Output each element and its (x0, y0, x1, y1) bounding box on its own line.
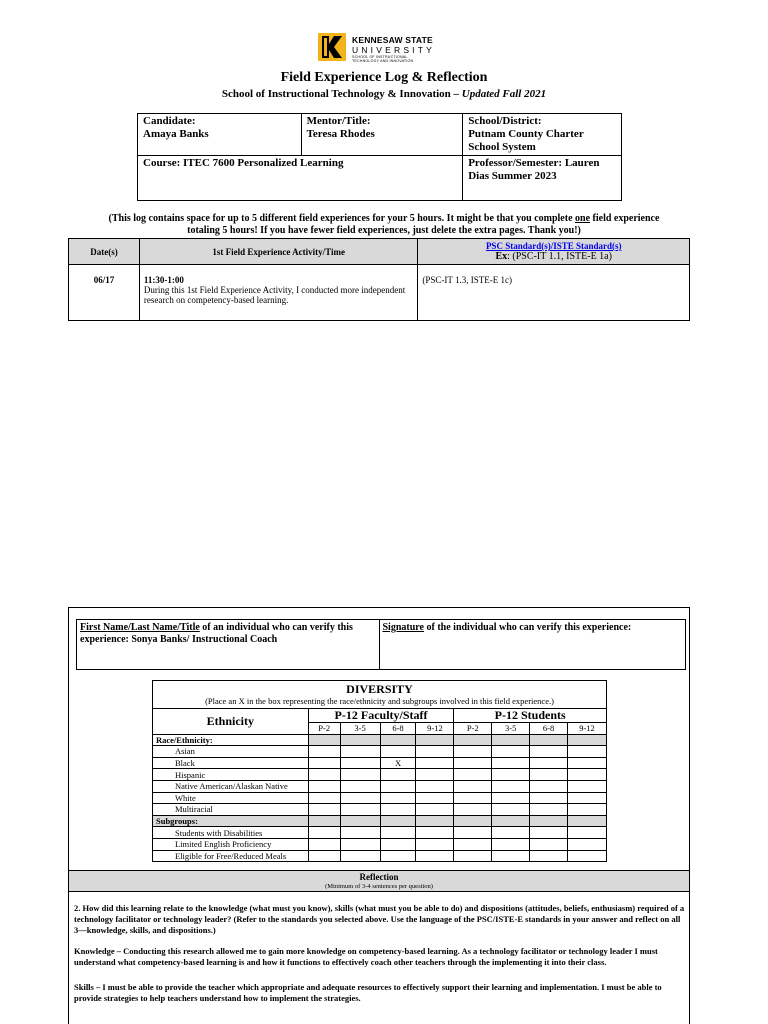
diversity-mark-cell[interactable]: X (380, 757, 416, 769)
candidate-label: Candidate: (143, 115, 196, 127)
verifier-label-rest: of an individual who can verify this experience: Sonya Banks/ Instructional Coach (80, 622, 353, 645)
reflection-title: Reflection (359, 872, 399, 882)
diversity-mark-cell[interactable] (308, 804, 340, 816)
logo-line2: UNIVERSITY (352, 45, 436, 55)
diversity-mark-cell[interactable] (416, 746, 454, 758)
ksu-logo (318, 33, 458, 63)
diversity-row (153, 838, 607, 850)
diversity-row (153, 780, 607, 792)
diversity-mark-cell[interactable] (308, 780, 340, 792)
grade-header: P-2 (308, 723, 340, 735)
diversity-mark-cell[interactable] (454, 769, 492, 781)
faculty-header: P-12 Faculty/Staff (308, 709, 454, 723)
diversity-mark-cell[interactable] (340, 838, 380, 850)
diversity-mark-cell[interactable] (492, 769, 530, 781)
race-ethnicity-label: Race/Ethnicity: (153, 734, 309, 746)
diversity-heading-cell (153, 681, 607, 709)
diversity-subtitle: (Place an X in the box representing the race/ethnicity and subgroups involved in this field experience.) (205, 696, 554, 706)
diversity-mark-cell[interactable] (340, 804, 380, 816)
reflection-subtitle: (Minimum of 3-4 sentences per question) (325, 883, 433, 890)
diversity-mark-cell[interactable] (568, 780, 607, 792)
col-activity-header: 1st Field Experience Activity/Time (139, 239, 418, 265)
diversity-mark-cell[interactable] (416, 757, 454, 769)
diversity-mark-cell[interactable] (568, 850, 607, 862)
diversity-mark-cell[interactable] (380, 746, 416, 758)
diversity-mark-cell[interactable] (380, 804, 416, 816)
logo-line4: TECHNOLOGY AND INNOVATION (352, 59, 414, 63)
reflection-skills: Skills – I must be able to provide the teacher which appropriate and adequate resources to effectively support their learning and implementation. I must be able to provide strategies to help teachers understand how to implement the strategies. (74, 982, 662, 1003)
verifier-label-underlined: First Name/Last Name/Title (80, 622, 200, 633)
diversity-mark-cell[interactable] (340, 769, 380, 781)
signature-label-underlined: Signature (382, 622, 424, 633)
diversity-mark-cell[interactable] (454, 780, 492, 792)
verification-table (76, 619, 686, 670)
diversity-mark-cell[interactable] (308, 769, 340, 781)
diversity-mark-cell[interactable] (530, 850, 568, 862)
col-date-header: Date(s) (69, 239, 140, 265)
professor-cell (463, 156, 622, 201)
diversity-mark-cell[interactable] (308, 850, 340, 862)
page-title: Field Experience Log & Reflection (280, 70, 488, 85)
diversity-row-label: Asian (153, 746, 309, 758)
professor-text: Professor/Semester: Lauren Dias Summer 2023 (468, 157, 600, 182)
diversity-mark-cell[interactable] (416, 850, 454, 862)
note-underlined: one (575, 213, 591, 224)
diversity-mark-cell[interactable] (416, 769, 454, 781)
diversity-row (153, 804, 607, 816)
diversity-table (152, 680, 607, 862)
course-cell (138, 156, 463, 201)
diversity-mark-cell[interactable] (492, 804, 530, 816)
candidate-info-table (137, 113, 622, 201)
diversity-mark-cell[interactable] (568, 838, 607, 850)
log-activity-cell (139, 265, 418, 321)
diversity-row-label: Eligible for Free/Reduced Meals (153, 850, 309, 862)
diversity-mark-cell[interactable] (530, 780, 568, 792)
logo-line3: SCHOOL OF INSTRUCTIONAL (352, 55, 408, 59)
diversity-mark-cell[interactable] (530, 769, 568, 781)
diversity-mark-cell[interactable] (308, 757, 340, 769)
diversity-mark-cell[interactable] (340, 792, 380, 804)
mentor-value: Teresa Rhodes (306, 128, 375, 140)
diversity-mark-cell[interactable] (380, 838, 416, 850)
candidate-value: Amaya Banks (143, 128, 209, 140)
diversity-mark-cell[interactable] (308, 746, 340, 758)
ethnicity-header: Ethnicity (153, 709, 309, 735)
diversity-row (153, 746, 607, 758)
diversity-row-label: Hispanic (153, 769, 309, 781)
log-standards-cell: (PSC-IT 1.3, ISTE-E 1c) (418, 265, 690, 321)
diversity-mark-cell[interactable] (380, 850, 416, 862)
diversity-mark-cell[interactable] (308, 838, 340, 850)
diversity-mark-cell[interactable] (492, 838, 530, 850)
logo-line1: KENNESAW STATE (352, 35, 433, 45)
diversity-mark-cell[interactable] (454, 850, 492, 862)
grade-header: 9-12 (568, 723, 607, 735)
diversity-mark-cell[interactable] (340, 757, 380, 769)
example-label: Ex (495, 251, 508, 262)
diversity-mark-cell[interactable] (568, 804, 607, 816)
logo-text (352, 35, 435, 63)
grade-header: 6-8 (530, 723, 568, 735)
diversity-mark-cell[interactable] (380, 827, 416, 839)
verifier-name-cell (77, 620, 380, 670)
diversity-row (153, 757, 607, 769)
diversity-mark-cell[interactable] (454, 792, 492, 804)
diversity-mark-cell[interactable] (416, 792, 454, 804)
diversity-mark-cell[interactable] (416, 780, 454, 792)
diversity-mark-cell[interactable] (416, 804, 454, 816)
diversity-mark-cell[interactable] (454, 838, 492, 850)
diversity-mark-cell[interactable] (568, 792, 607, 804)
verification-and-reflection-section (68, 607, 690, 1024)
diversity-mark-cell[interactable] (530, 827, 568, 839)
diversity-mark-cell[interactable] (380, 792, 416, 804)
diversity-mark-cell[interactable] (416, 838, 454, 850)
diversity-row (153, 827, 607, 839)
note-text-after: field experience totaling 5 hours! If you have fewer field experiences, just delete the extra pages. Thank you!) (187, 213, 660, 236)
grade-header: 3-5 (492, 723, 530, 735)
diversity-row (153, 769, 607, 781)
diversity-title: DIVERSITY (346, 682, 413, 696)
reflection-knowledge: Knowledge – Conducting this research allowed me to gain more knowledge on competency-based learning. As a technology facilitator or technology leader I must understand what competency-based learning is and how it functions to effectively coach other teachers through the implementing it into their class. (74, 946, 658, 967)
diversity-mark-cell[interactable] (454, 746, 492, 758)
field-experience-log-table (68, 238, 690, 321)
diversity-mark-cell[interactable] (530, 838, 568, 850)
diversity-mark-cell[interactable] (454, 827, 492, 839)
diversity-mark-cell[interactable] (454, 757, 492, 769)
diversity-mark-cell[interactable] (530, 757, 568, 769)
students-header: P-12 Students (454, 709, 607, 723)
course-text: Course: ITEC 7600 Personalized Learning (143, 157, 344, 169)
subtitle-main: School of Instructional Technology & Innovation – (221, 88, 462, 100)
diversity-row-label: Students with Disabilities (153, 827, 309, 839)
diversity-mark-cell[interactable] (380, 769, 416, 781)
col-standard-header (418, 239, 690, 265)
diversity-mark-cell[interactable] (530, 746, 568, 758)
diversity-row-label: Multiracial (153, 804, 309, 816)
grade-header: 3-5 (340, 723, 380, 735)
school-value: Putnam County Charter School System (468, 128, 584, 153)
diversity-row-label: White (153, 792, 309, 804)
diversity-row-label: Native American/Alaskan Native (153, 780, 309, 792)
diversity-mark-cell[interactable] (568, 769, 607, 781)
grade-header: P-2 (454, 723, 492, 735)
race-rows (153, 746, 607, 816)
mentor-cell (301, 114, 463, 156)
reflection-question: 2. How did this learning relate to the knowledge (what must you know), skills (what must you be able to do) and dispositions (attitudes, beliefs, enthusiasm) required of a technology facilitator or technology leader? (Refer to the standards you selected above. Use the language of the PSC/ISTE-E standards in your answer and reflect on all 3—knowledge, skills, and dispositions.) (74, 903, 685, 935)
grade-header: 9-12 (416, 723, 454, 735)
subgroups-label: Subgroups: (153, 815, 309, 827)
diversity-mark-cell[interactable] (530, 792, 568, 804)
log-date-cell: 06/17 (69, 265, 140, 321)
diversity-row (153, 792, 607, 804)
subtitle-italic: Updated Fall 2021 (461, 88, 547, 100)
reflection-body (74, 903, 686, 1014)
diversity-mark-cell[interactable] (492, 827, 530, 839)
instruction-note (98, 213, 670, 237)
diversity-mark-cell[interactable] (492, 746, 530, 758)
page-subtitle (0, 88, 768, 100)
signature-label-rest: of the individual who can verify this experience: (424, 622, 632, 633)
diversity-mark-cell[interactable] (530, 804, 568, 816)
school-cell (463, 114, 622, 156)
diversity-mark-cell[interactable] (308, 827, 340, 839)
note-text-before: (This log contains space for up to 5 different field experiences for your 5 hours. It might be that you complete (108, 213, 576, 224)
verifier-signature-cell (379, 620, 686, 670)
diversity-mark-cell[interactable] (492, 757, 530, 769)
reflection-header (69, 870, 689, 892)
diversity-mark-cell[interactable] (492, 850, 530, 862)
candidate-cell (138, 114, 302, 156)
example-text: : (PSC-IT 1.1, ISTE-E 1a) (507, 251, 612, 262)
diversity-row-label: Limited English Proficiency (153, 838, 309, 850)
diversity-mark-cell[interactable] (340, 746, 380, 758)
diversity-mark-cell[interactable] (340, 780, 380, 792)
diversity-mark-cell[interactable] (308, 792, 340, 804)
diversity-mark-cell[interactable] (416, 827, 454, 839)
diversity-row-label: Black (153, 757, 309, 769)
diversity-mark-cell[interactable] (492, 780, 530, 792)
diversity-mark-cell[interactable] (492, 792, 530, 804)
grade-header: 6-8 (380, 723, 416, 735)
diversity-row (153, 850, 607, 862)
diversity-mark-cell[interactable] (340, 850, 380, 862)
diversity-mark-cell[interactable] (568, 757, 607, 769)
diversity-mark-cell[interactable] (568, 827, 607, 839)
diversity-mark-cell[interactable] (380, 780, 416, 792)
mentor-label: Mentor/Title: (306, 115, 371, 127)
school-label: School/District: (468, 115, 542, 127)
ksu-logo-icon (318, 33, 346, 61)
diversity-mark-cell[interactable] (454, 804, 492, 816)
log-time: 11:30-1:00 (143, 275, 184, 285)
psc-iste-standards-link[interactable]: PSC Standard(s)/ISTE Standard(s) (485, 241, 622, 251)
log-description: During this 1st Field Experience Activity, I conducted more independent research on competency-based learning. (143, 285, 406, 305)
standard-example (422, 251, 685, 262)
diversity-mark-cell[interactable] (568, 746, 607, 758)
diversity-mark-cell[interactable] (340, 827, 380, 839)
subgroup-rows (153, 827, 607, 862)
